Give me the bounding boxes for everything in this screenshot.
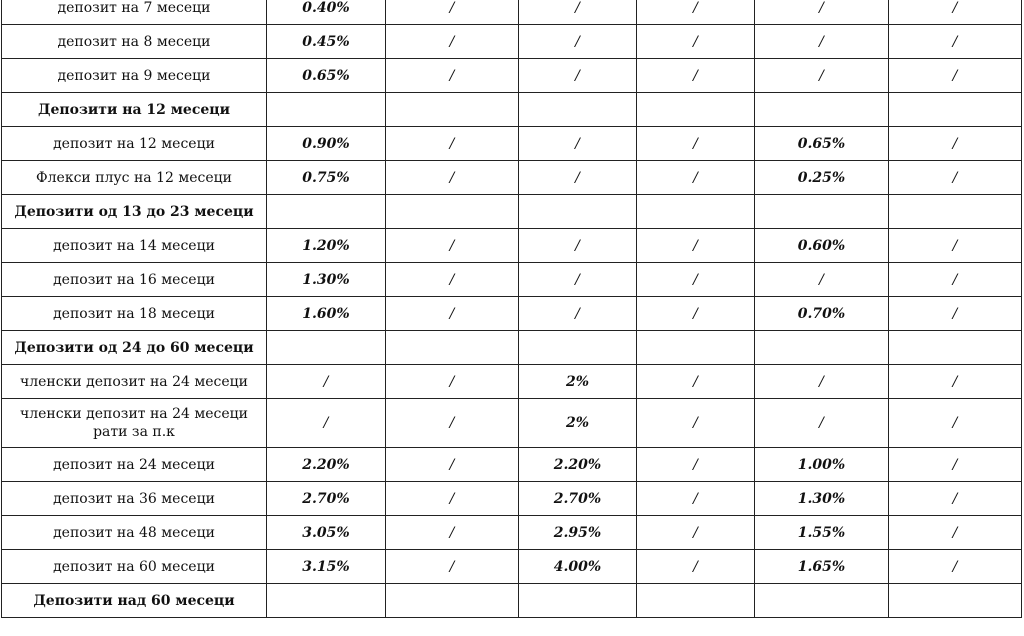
group-header-row xyxy=(2,195,1022,229)
empty-rate-cell: / xyxy=(386,0,519,25)
blank-cell xyxy=(637,584,755,618)
rate-cell: 0.70% xyxy=(755,297,889,331)
empty-rate-cell: / xyxy=(386,25,519,59)
empty-rate-cell: / xyxy=(637,229,755,263)
deposit-label: депозит на 60 месеци xyxy=(2,550,267,584)
group-header-row xyxy=(2,331,1022,365)
rate-cell: 0.65% xyxy=(755,127,889,161)
blank-cell xyxy=(519,195,637,229)
blank-cell xyxy=(637,195,755,229)
table-row xyxy=(2,399,1022,448)
rate-cell: 3.05% xyxy=(267,516,386,550)
empty-rate-cell: / xyxy=(889,516,1022,550)
empty-rate-cell: / xyxy=(889,482,1022,516)
rate-cell: 1.55% xyxy=(755,516,889,550)
rate-cell: 2.20% xyxy=(519,448,637,482)
empty-rate-cell: / xyxy=(637,448,755,482)
deposit-label: депозит на 14 месеци xyxy=(2,229,267,263)
rate-cell: 3.15% xyxy=(267,550,386,584)
empty-rate-cell: / xyxy=(637,399,755,448)
table-row xyxy=(2,550,1022,584)
empty-rate-cell: / xyxy=(519,297,637,331)
empty-rate-cell: / xyxy=(889,161,1022,195)
empty-rate-cell: / xyxy=(267,399,386,448)
blank-cell xyxy=(386,195,519,229)
table-row xyxy=(2,516,1022,550)
deposit-label: Флекси плус на 12 месеци xyxy=(2,161,267,195)
blank-cell xyxy=(519,584,637,618)
empty-rate-cell: / xyxy=(386,550,519,584)
empty-rate-cell: / xyxy=(519,25,637,59)
deposit-label: депозит на 8 месеци xyxy=(2,25,267,59)
empty-rate-cell: / xyxy=(267,365,386,399)
deposit-rates-table xyxy=(1,0,1022,618)
empty-rate-cell: / xyxy=(637,297,755,331)
empty-rate-cell: / xyxy=(519,0,637,25)
blank-cell xyxy=(519,93,637,127)
blank-cell xyxy=(755,584,889,618)
deposit-label: депозит на 16 месеци xyxy=(2,263,267,297)
rate-cell: 1.60% xyxy=(267,297,386,331)
empty-rate-cell: / xyxy=(889,399,1022,448)
rate-cell: 2.95% xyxy=(519,516,637,550)
table-row xyxy=(2,0,1022,25)
rate-cell: 2.70% xyxy=(519,482,637,516)
empty-rate-cell: / xyxy=(637,59,755,93)
empty-rate-cell: / xyxy=(386,263,519,297)
empty-rate-cell: / xyxy=(889,365,1022,399)
empty-rate-cell: / xyxy=(637,263,755,297)
rate-cell: 4.00% xyxy=(519,550,637,584)
group-label: Депозити над 60 месеци xyxy=(2,584,267,618)
empty-rate-cell: / xyxy=(386,127,519,161)
rate-cell: 1.30% xyxy=(755,482,889,516)
deposit-label: депозит на 18 месеци xyxy=(2,297,267,331)
empty-rate-cell: / xyxy=(889,127,1022,161)
blank-cell xyxy=(637,331,755,365)
group-header-row xyxy=(2,93,1022,127)
group-header-row xyxy=(2,584,1022,618)
rate-cell: 0.45% xyxy=(267,25,386,59)
empty-rate-cell: / xyxy=(386,516,519,550)
empty-rate-cell: / xyxy=(386,161,519,195)
deposit-label: депозит на 9 месеци xyxy=(2,59,267,93)
blank-cell xyxy=(637,93,755,127)
empty-rate-cell: / xyxy=(755,25,889,59)
empty-rate-cell: / xyxy=(889,229,1022,263)
empty-rate-cell: / xyxy=(889,25,1022,59)
rate-cell: 0.60% xyxy=(755,229,889,263)
empty-rate-cell: / xyxy=(637,482,755,516)
blank-cell xyxy=(386,93,519,127)
blank-cell xyxy=(755,331,889,365)
table-row xyxy=(2,127,1022,161)
rate-cell: 0.90% xyxy=(267,127,386,161)
rate-cell: 1.30% xyxy=(267,263,386,297)
blank-cell xyxy=(755,195,889,229)
blank-cell xyxy=(889,93,1022,127)
empty-rate-cell: / xyxy=(889,0,1022,25)
empty-rate-cell: / xyxy=(386,399,519,448)
deposit-label: депозит на 12 месеци xyxy=(2,127,267,161)
deposit-rates-body xyxy=(2,0,1022,618)
blank-cell xyxy=(267,331,386,365)
empty-rate-cell: / xyxy=(755,59,889,93)
rate-cell: 0.65% xyxy=(267,59,386,93)
table-row xyxy=(2,448,1022,482)
blank-cell xyxy=(267,93,386,127)
deposit-label: депозит на 24 месеци xyxy=(2,448,267,482)
table-row xyxy=(2,229,1022,263)
group-label: Депозити на 12 месеци xyxy=(2,93,267,127)
table-row xyxy=(2,161,1022,195)
blank-cell xyxy=(267,584,386,618)
deposit-label: членски депозит на 24 месеци xyxy=(2,365,267,399)
empty-rate-cell: / xyxy=(637,550,755,584)
table-row xyxy=(2,59,1022,93)
deposit-label: депозит на 36 месеци xyxy=(2,482,267,516)
empty-rate-cell: / xyxy=(519,229,637,263)
rate-cell: 0.75% xyxy=(267,161,386,195)
empty-rate-cell: / xyxy=(637,516,755,550)
empty-rate-cell: / xyxy=(637,0,755,25)
blank-cell xyxy=(755,93,889,127)
empty-rate-cell: / xyxy=(386,448,519,482)
deposit-label: депозит на 7 месеци xyxy=(2,0,267,25)
rate-cell: 1.20% xyxy=(267,229,386,263)
rate-cell: 0.40% xyxy=(267,0,386,25)
group-label: Депозити од 24 до 60 месеци xyxy=(2,331,267,365)
rate-cell: 1.00% xyxy=(755,448,889,482)
deposit-label: депозит на 48 месеци xyxy=(2,516,267,550)
blank-cell xyxy=(519,331,637,365)
rate-cell: 0.25% xyxy=(755,161,889,195)
blank-cell xyxy=(386,584,519,618)
empty-rate-cell: / xyxy=(386,59,519,93)
table-row xyxy=(2,297,1022,331)
empty-rate-cell: / xyxy=(889,263,1022,297)
empty-rate-cell: / xyxy=(889,550,1022,584)
rate-cell: 2% xyxy=(519,399,637,448)
blank-cell xyxy=(889,584,1022,618)
rate-cell: 2.70% xyxy=(267,482,386,516)
rate-cell: 2% xyxy=(519,365,637,399)
blank-cell xyxy=(386,331,519,365)
empty-rate-cell: / xyxy=(755,263,889,297)
empty-rate-cell: / xyxy=(519,127,637,161)
empty-rate-cell: / xyxy=(637,161,755,195)
empty-rate-cell: / xyxy=(637,127,755,161)
empty-rate-cell: / xyxy=(755,399,889,448)
blank-cell xyxy=(267,195,386,229)
empty-rate-cell: / xyxy=(386,297,519,331)
empty-rate-cell: / xyxy=(889,59,1022,93)
rate-cell: 1.65% xyxy=(755,550,889,584)
group-label: Депозити од 13 до 23 месеци xyxy=(2,195,267,229)
empty-rate-cell: / xyxy=(637,365,755,399)
empty-rate-cell: / xyxy=(519,263,637,297)
table-row xyxy=(2,482,1022,516)
blank-cell xyxy=(889,195,1022,229)
empty-rate-cell: / xyxy=(519,161,637,195)
empty-rate-cell: / xyxy=(519,59,637,93)
deposit-label: членски депозит на 24 месеци рати за п.к xyxy=(2,399,267,448)
empty-rate-cell: / xyxy=(386,365,519,399)
table-row xyxy=(2,263,1022,297)
table-row xyxy=(2,25,1022,59)
blank-cell xyxy=(889,331,1022,365)
rate-cell: 2.20% xyxy=(267,448,386,482)
empty-rate-cell: / xyxy=(889,297,1022,331)
table-row xyxy=(2,365,1022,399)
empty-rate-cell: / xyxy=(755,0,889,25)
empty-rate-cell: / xyxy=(755,365,889,399)
empty-rate-cell: / xyxy=(386,229,519,263)
empty-rate-cell: / xyxy=(889,448,1022,482)
empty-rate-cell: / xyxy=(386,482,519,516)
empty-rate-cell: / xyxy=(637,25,755,59)
